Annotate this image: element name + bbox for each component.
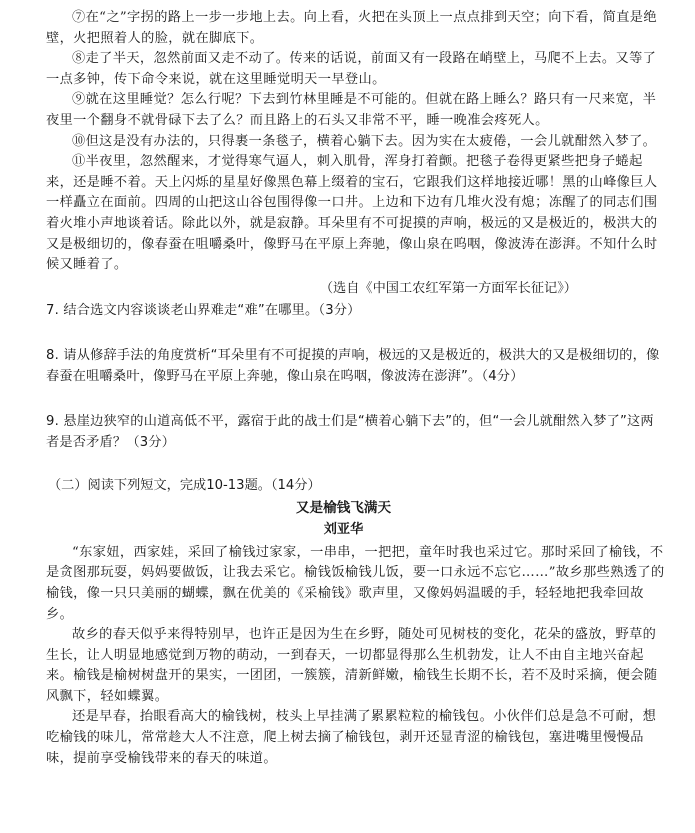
- section-heading: （二）阅读下列短文，完成10-13题。（14分）: [48, 477, 321, 493]
- article-paragraph: 故乡的春天似乎来得特别早，也许正是因为生在乡野，随处可见树枝的变化，花朵的盛放，野草的生长，让人明显地感觉到万物的萌动，一到春天，一切都显得那么生机勃发，让人不由自主地兴奋起来。榆钱是榆树树盘开的果实，一团团，一簇簇，清新鲜嫩，榆钱生长期不长，若不及时采摘，便会随风飘下，轻如蝶翼。: [46, 627, 658, 704]
- article-title: 又是榆钱飞满天: [295, 499, 392, 516]
- question-9: 9. 悬崖边狭窄的山道高低不平，露宿于此的战士们是“横着心躺下去”的，但“一会儿就酣然入梦了”这两者是否矛盾？（3分）: [46, 413, 654, 450]
- story-excerpt: [46, 8, 665, 276]
- question-8: 8. 请从修辞手法的角度赏析“耳朵里有不可捉摸的声响，极远的又是极近的，极洪大的又是极细切的，像春蚕在咀嚼桑叶，像野马在平原上奔驰，像山泉在呜咽，像波涛在澎湃”。（4分）: [46, 347, 660, 384]
- paragraph-10: ⑩但这是没有办法的，只得裹一条毯子，横着心躺下去。因为实在太疲倦，一会儿就酣然入梦了。: [72, 133, 657, 149]
- paragraph-11: ⑪半夜里，忽然醒来，才觉得寒气逼人，刺入肌骨，浑身打着颤。把毯子卷得更紧些把身子蜷起来，还是睡不着。天上闪烁的星星好像黑色幕上缀着的宝石，它跟我们这样地接近哪！黑的山峰像巨人一样矗立在面前。四周的山把这山谷包围得像一口井。上边和下边有几堆火没有熄；冻醒了的同志们围着火堆小声地谈着话。除此以外，就是寂静。耳朵里有不可捉摸的声响，极远的又是极近的，极洪大的又是极细切的，像春蚕在咀嚼桑叶，像野马在平原上奔驰，像山泉在呜咽，像波涛在澎湃。不知什么时候又睡着了。: [46, 154, 658, 273]
- source-citation: （选自《中国工农红军第一方面军长征记》）: [319, 280, 577, 296]
- article-author: 刘亚华: [323, 521, 364, 537]
- article-paragraph: 还是早春，抬眼看高大的榆钱树，枝头上早挂满了累累粒粒的榆钱包。小伙伴们总是急不可耐，想吃榆钱的味儿，常常趁大人不注意，爬上树去摘了榆钱包，剥开还显青涩的榆钱包，塞进嘴里慢慢品味，提前享受榆钱带来的春天的味道。: [46, 709, 657, 766]
- paragraph-9: ⑨就在这里睡觉？怎么行呢？下去到竹林里睡是不可能的。但就在路上睡么？路只有一尺来宽，半夜里一个翻身不就骨碌下去了么？而且路上的石头又非常不平，睡一晚准会疼死人。: [46, 92, 657, 128]
- article-body: [46, 543, 665, 770]
- paragraph-8: ⑧走了半天，忽然前面又走不动了。传来的话说，前面又有一段路在峭壁上，马爬不上去。又等了一点多钟，传下命令来说，就在这里睡觉明天一早登山。: [46, 51, 657, 87]
- paragraph-7: ⑦在“之”字拐的路上一步一步地上去。向上看，火把在头顶上一点点排到天空；向下看，简直是绝壁，火把照着人的脸，就在脚底下。: [46, 10, 657, 46]
- question-7: 7. 结合选文内容谈谈老山界难走“难”在哪里。（3分）: [46, 302, 361, 318]
- article-paragraph: “东家妞，西家娃，采回了榆钱过家家，一串串，一把把，童年时我也采过它。那时采回了榆钱，不是贪图那玩耍，妈妈要做饭，让我去采它。榆钱饭榆钱儿饭，要一口永远不忘它……”故乡那些熟透了的榆钱，像一只只美丽的蝴蝶，飘在优美的《采榆钱》歌声里，又像妈妈温暖的手，轻轻地把我牵回故乡。: [46, 544, 665, 622]
